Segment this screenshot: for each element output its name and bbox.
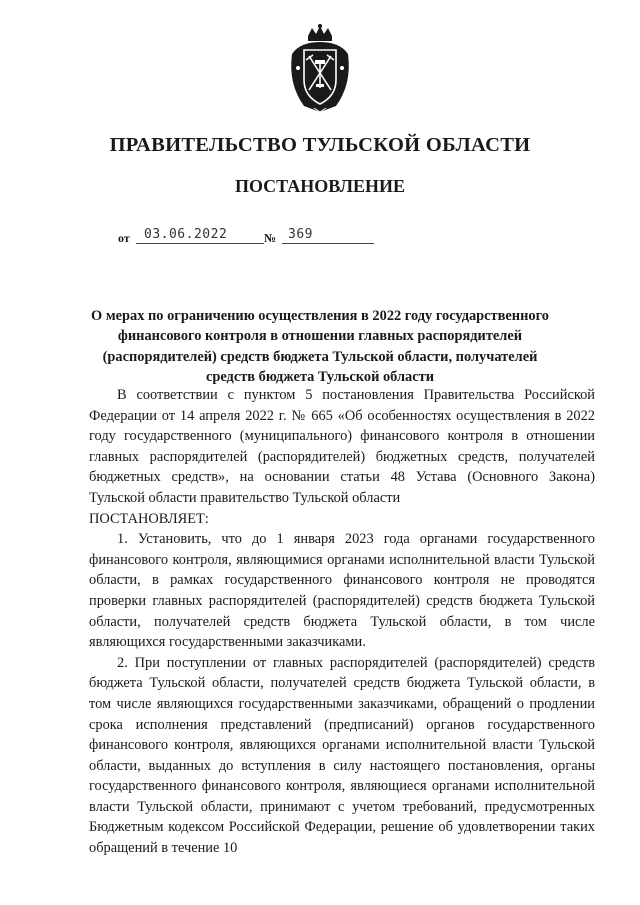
coat-of-arms-icon: [284, 24, 356, 114]
date-label: от: [118, 231, 130, 245]
organization-title: ПРАВИТЕЛЬСТВО ТУЛЬСКОЙ ОБЛАСТИ: [109, 134, 531, 156]
resolves-heading: ПОСТАНОВЛЯЕТ:: [89, 510, 209, 527]
document-date: 03.06.2022: [144, 227, 228, 242]
preamble-paragraph: В соответствии с пунктом 5 постановления Правительства Российской Федерации от 14 апреля 2022 г. № 665 «Об особенностях осуществления в 2022 году государственного (муниципального) финансового контроля в отношении главных распорядителей (распорядителей) бюджетных средств, получателей бюджетных средств», на основании статьи 48 Устава (Основного Закона) Тульской области правительство Тульской области: [89, 387, 595, 506]
document-number: 369: [288, 227, 313, 242]
clause-1-paragraph: 1. Установить, что до 1 января 2023 года органами государственного финансового контроля, являющимися органами исполнительной власти Тульской области, в рамках государственного финансового контроля не проводятся проверки главных распорядителей (распорядителей) средств бюджета Тульской области, получателей средств бюджета Тульской области, в том числе являющихся государственными заказчиками.: [89, 531, 595, 651]
document-subject: О мерах по ограничению осуществления в 2022 году государственного финансового контроля в отношении главных распорядителей (распорядителей) средств бюджета Тульской области, получателей средств бюджета Тульской области: [91, 308, 549, 385]
clause-2-paragraph: 2. При поступлении от главных распорядителей (распорядителей) средств бюджета Тульской области, получателей средств бюджета Тульской области, в том числе являющихся государственными заказчиками, обращений о продлении срока исполнения представлений (предписаний) органов государственного финансового контроля, являющихся органами исполнительной власти Тульской области, выданных до вступления в силу настоящего постановления, органы государственного финансового контроля, являющиеся органами исполнительной власти Тульской области, принимают с учетом требований, предусмотренных Бюджетным кодексом Российской Федерации, решение об удовлетворении таких обращений в течение 10: [89, 654, 595, 857]
number-underline: [282, 243, 374, 244]
document-body: [89, 385, 595, 859]
number-label: №: [264, 231, 277, 245]
document-type: ПОСТАНОВЛЕНИЕ: [234, 176, 406, 196]
date-underline: [136, 243, 264, 244]
